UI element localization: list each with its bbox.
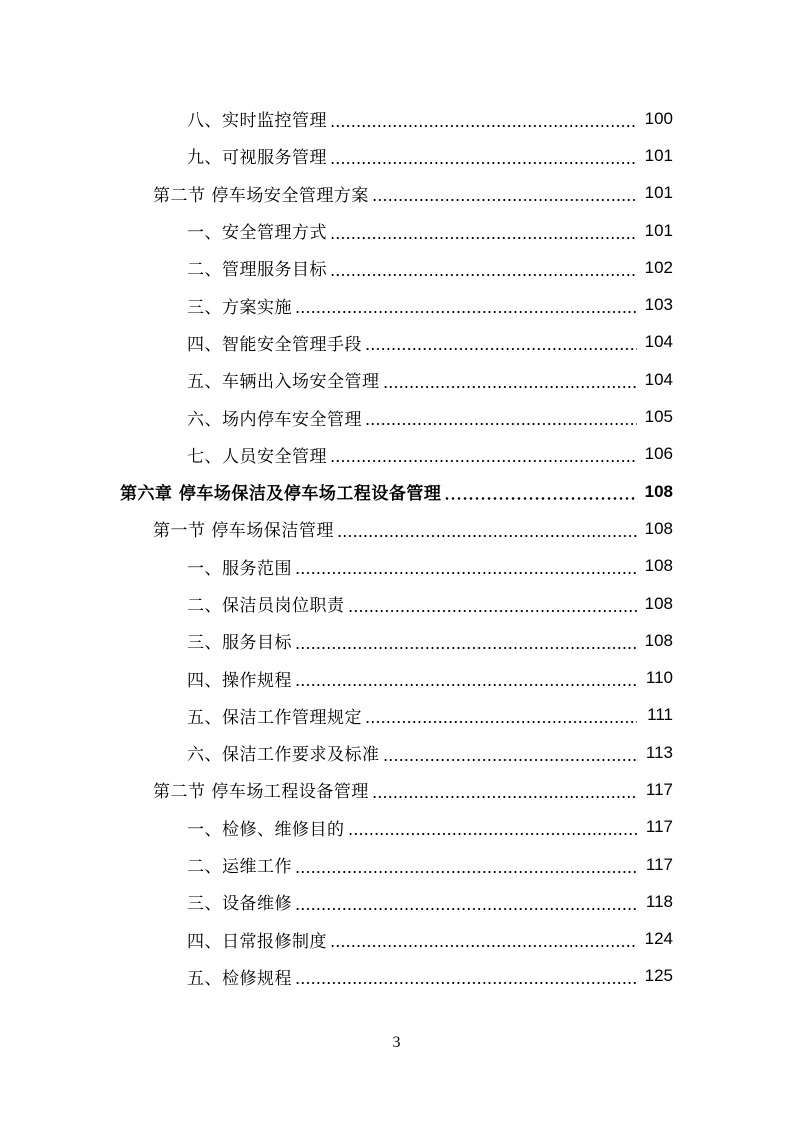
toc-entry-page: 101 bbox=[644, 183, 673, 203]
toc-entry-chapter[interactable] bbox=[0, 473, 793, 510]
toc-entry-title: 一、安全管理方式 bbox=[187, 223, 327, 244]
toc-entry-title: 五、保洁工作管理规定 bbox=[187, 707, 362, 728]
toc-entry-item[interactable] bbox=[0, 734, 793, 771]
toc-entry-title: 一、检修、维修目的 bbox=[187, 819, 345, 840]
toc-entry-item[interactable] bbox=[0, 212, 793, 249]
dot-leader bbox=[372, 796, 637, 798]
toc-entry-section[interactable] bbox=[0, 510, 793, 547]
toc-entry-title: 六、保洁工作要求及标准 bbox=[187, 745, 380, 766]
dot-leader bbox=[295, 647, 637, 649]
toc-entry-title: 三、方案实施 bbox=[187, 297, 292, 318]
toc-entry-page: 110 bbox=[645, 668, 673, 688]
dot-leader bbox=[330, 125, 637, 127]
table-of-contents bbox=[0, 100, 793, 995]
dot-leader bbox=[348, 610, 638, 612]
toc-entry-title: 四、智能安全管理手段 bbox=[187, 334, 362, 355]
toc-entry-title: 第二节 停车场工程设备管理 bbox=[153, 782, 369, 803]
toc-entry-section[interactable] bbox=[0, 175, 793, 212]
dot-leader bbox=[383, 386, 638, 388]
toc-entry-item[interactable] bbox=[0, 958, 793, 995]
toc-entry-title: 八、实时监控管理 bbox=[187, 111, 327, 132]
toc-entry-title: 第二节 停车场安全管理方案 bbox=[153, 185, 369, 206]
toc-entry-title: 二、运维工作 bbox=[187, 857, 292, 878]
toc-entry-item[interactable] bbox=[0, 697, 793, 734]
toc-entry-page: 117 bbox=[645, 779, 673, 799]
toc-entry-page: 103 bbox=[644, 295, 673, 315]
toc-entry-page: 108 bbox=[644, 593, 673, 613]
dot-leader bbox=[330, 274, 637, 276]
toc-entry-page: 105 bbox=[644, 407, 673, 427]
dot-leader bbox=[330, 237, 637, 239]
dot-leader bbox=[295, 572, 637, 574]
toc-entry-title: 四、日常报修制度 bbox=[187, 931, 327, 952]
toc-entry-title: 四、操作规程 bbox=[187, 670, 292, 691]
dot-leader bbox=[295, 908, 637, 910]
dot-leader bbox=[444, 497, 637, 500]
dot-leader bbox=[330, 162, 637, 164]
toc-entry-page: 111 bbox=[647, 705, 673, 725]
dot-leader bbox=[330, 460, 637, 462]
toc-entry-item[interactable] bbox=[0, 137, 793, 174]
toc-entry-item[interactable] bbox=[0, 324, 793, 361]
page-number: 3 bbox=[392, 1034, 401, 1051]
toc-entry-item[interactable] bbox=[0, 809, 793, 846]
toc-entry-item[interactable] bbox=[0, 361, 793, 398]
toc-entry-page: 106 bbox=[644, 444, 673, 464]
toc-entry-page: 104 bbox=[644, 369, 673, 389]
toc-entry-item[interactable] bbox=[0, 249, 793, 286]
toc-entry-item[interactable] bbox=[0, 398, 793, 435]
dot-leader bbox=[365, 348, 637, 350]
toc-entry-item[interactable] bbox=[0, 883, 793, 920]
dot-leader bbox=[372, 199, 637, 201]
toc-entry-page: 124 bbox=[644, 929, 673, 949]
dot-leader bbox=[383, 759, 638, 761]
toc-entry-page: 102 bbox=[644, 257, 673, 277]
toc-entry-item[interactable] bbox=[0, 100, 793, 137]
toc-entry-page: 100 bbox=[644, 108, 673, 128]
toc-entry-item[interactable] bbox=[0, 622, 793, 659]
toc-entry-page: 108 bbox=[644, 556, 673, 576]
toc-entry-page: 101 bbox=[644, 145, 673, 165]
dot-leader bbox=[365, 423, 637, 425]
toc-entry-title: 一、服务范围 bbox=[187, 558, 292, 579]
toc-entry-item[interactable] bbox=[0, 921, 793, 958]
dot-leader bbox=[365, 721, 637, 723]
toc-entry-item[interactable] bbox=[0, 286, 793, 323]
toc-entry-title: 九、可视服务管理 bbox=[187, 148, 327, 169]
dot-leader bbox=[295, 871, 637, 873]
toc-entry-page: 108 bbox=[644, 481, 673, 501]
dot-leader bbox=[330, 945, 637, 947]
toc-entry-page: 117 bbox=[645, 854, 673, 874]
toc-entry-page: 113 bbox=[645, 742, 673, 762]
toc-entry-page: 117 bbox=[645, 817, 673, 837]
toc-entry-item[interactable] bbox=[0, 585, 793, 622]
toc-entry-title: 第六章 停车场保洁及停车场工程设备管理 bbox=[120, 484, 442, 505]
toc-entry-title: 六、场内停车安全管理 bbox=[187, 409, 362, 430]
toc-entry-section[interactable] bbox=[0, 771, 793, 808]
toc-entry-item[interactable] bbox=[0, 436, 793, 473]
dot-leader bbox=[295, 684, 637, 686]
toc-entry-title: 七、人员安全管理 bbox=[187, 446, 327, 467]
toc-entry-page: 108 bbox=[644, 518, 673, 538]
toc-entry-item[interactable] bbox=[0, 659, 793, 696]
toc-entry-page: 104 bbox=[644, 332, 673, 352]
toc-entry-title: 二、管理服务目标 bbox=[187, 260, 327, 281]
toc-entry-page: 101 bbox=[644, 220, 673, 240]
toc-entry-title: 三、设备维修 bbox=[187, 894, 292, 915]
toc-entry-item[interactable] bbox=[0, 548, 793, 585]
toc-entry-title: 五、车辆出入场安全管理 bbox=[187, 372, 380, 393]
dot-leader bbox=[295, 982, 637, 984]
toc-entry-page: 118 bbox=[645, 891, 673, 911]
dot-leader bbox=[348, 833, 638, 835]
toc-entry-title: 三、服务目标 bbox=[187, 633, 292, 654]
toc-entry-title: 二、保洁员岗位职责 bbox=[187, 596, 345, 616]
toc-entry-title: 第一节 停车场保洁管理 bbox=[153, 521, 334, 542]
toc-entry-title: 五、检修规程 bbox=[187, 968, 292, 989]
toc-entry-page: 108 bbox=[644, 630, 673, 650]
toc-entry-page: 125 bbox=[644, 966, 673, 986]
toc-entry-item[interactable] bbox=[0, 846, 793, 883]
dot-leader bbox=[295, 311, 637, 313]
dot-leader bbox=[337, 535, 637, 537]
